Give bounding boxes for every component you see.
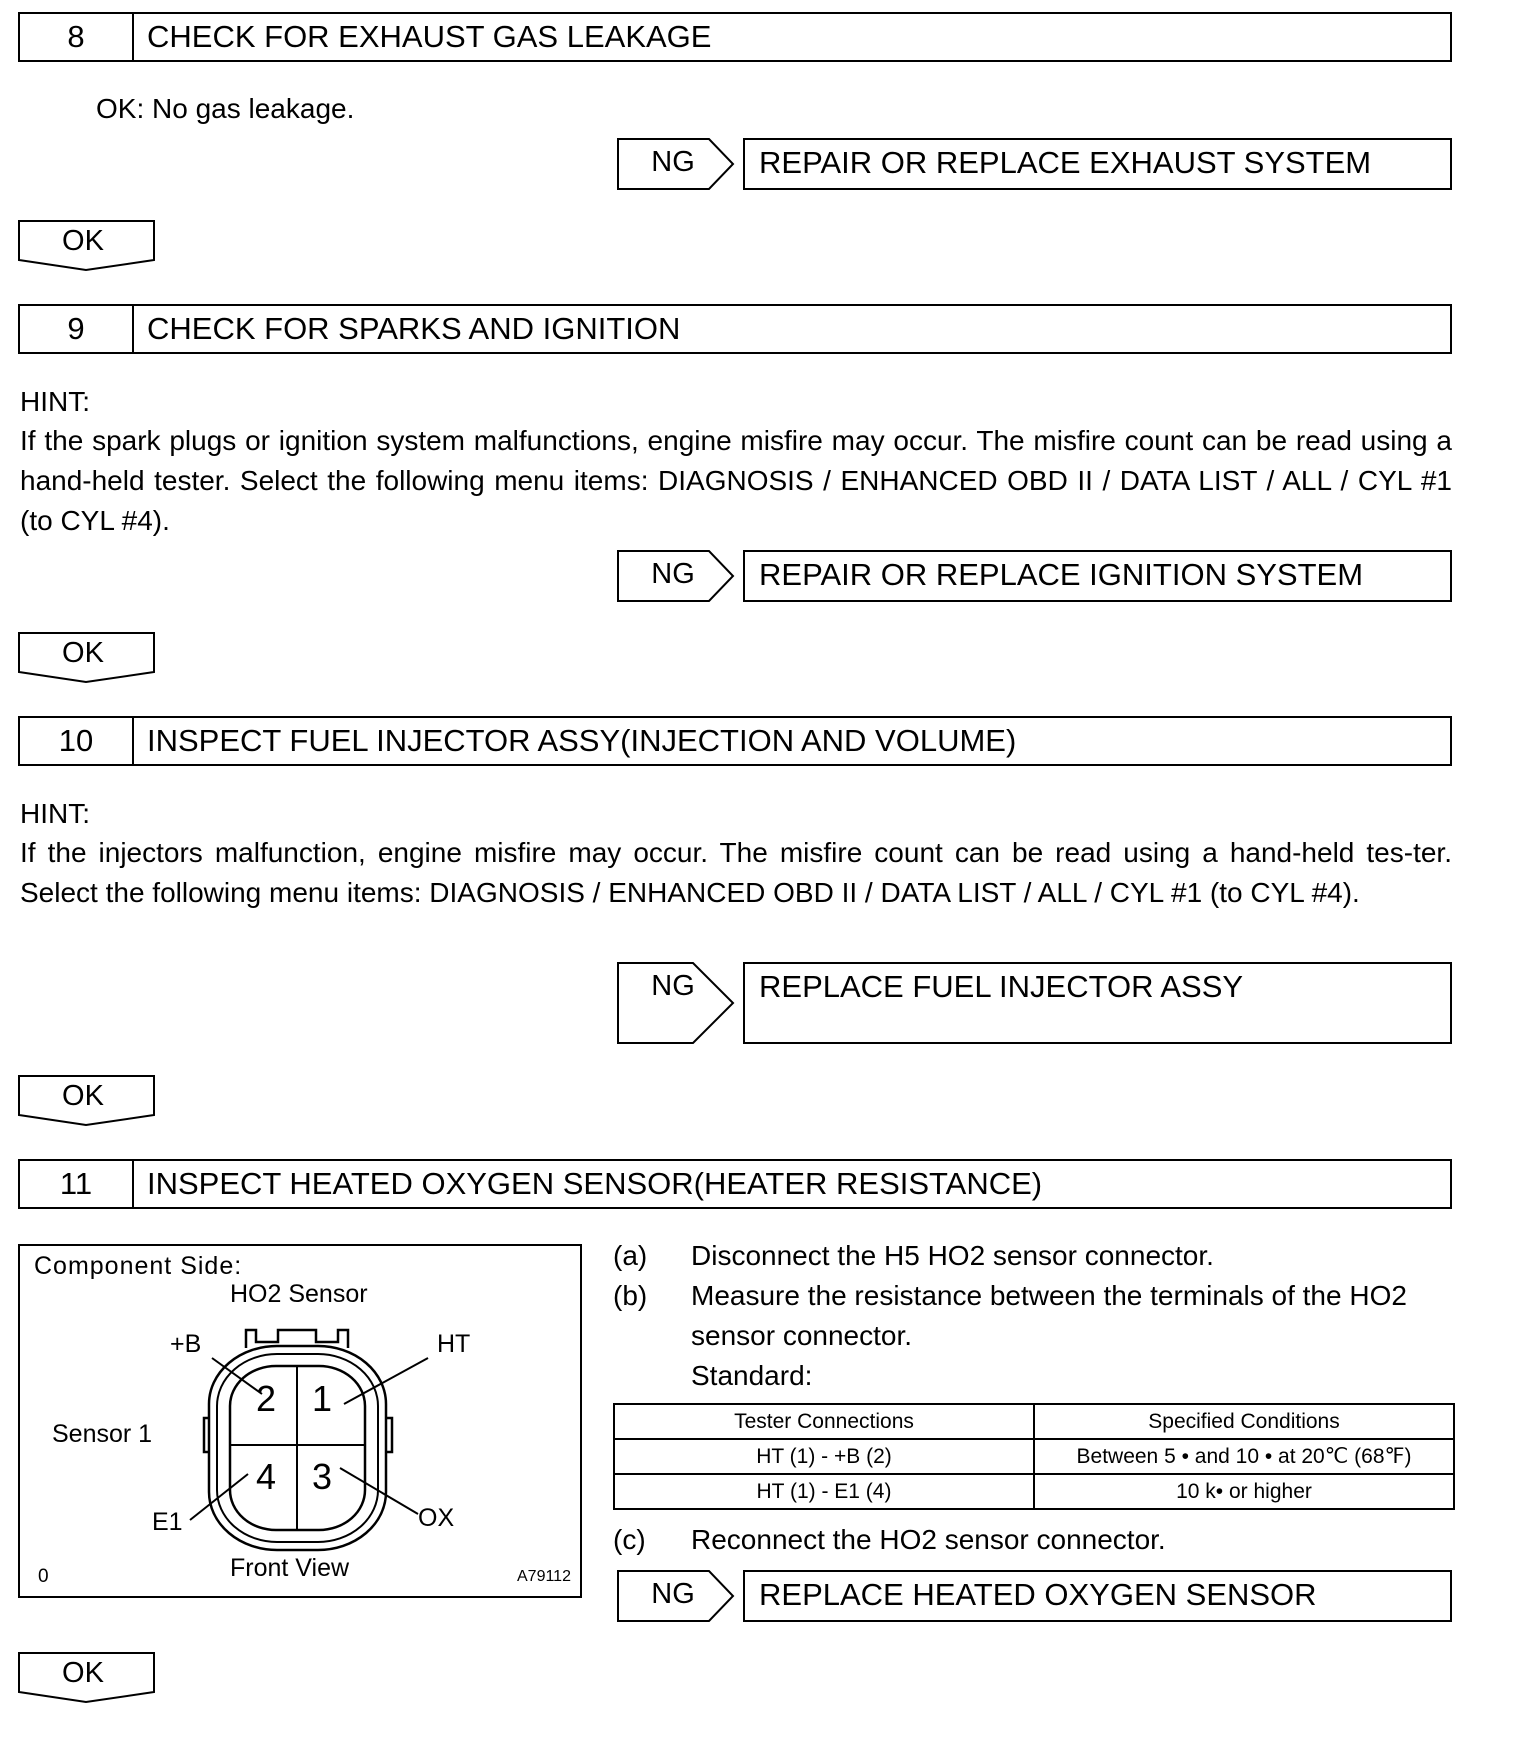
ok-condition: OK: No gas leakage.: [96, 93, 355, 124]
step-header-8: [18, 12, 1452, 62]
ng-arrow: [617, 550, 735, 602]
terminal-e1-label: E1: [152, 1508, 183, 1536]
ok-arrow: [18, 632, 156, 682]
ok-label: OK: [62, 1657, 104, 1689]
step-number: 11: [20, 1161, 134, 1207]
table-cell: HT (1) - +B (2): [614, 1439, 1034, 1474]
ng-label: NG: [651, 970, 695, 1002]
hint-text: If the injectors malfunction, engine misfire may occur. The misfire count can be read using a hand-held tes-ter. Select the following menu items: DIAGNOSIS / ENHANCED OBD II / DATA LIST / ALL / CYL #1 (to CYL #4).: [20, 837, 1452, 908]
table-cell: Between 5 • and 10 • at 20℃ (68℉): [1034, 1439, 1454, 1474]
ng-arrow: [617, 138, 735, 190]
ok-label: OK: [62, 1080, 104, 1112]
pin-2: 2: [256, 1378, 277, 1419]
ng-arrow: [617, 962, 735, 1044]
corner-mark: 0: [38, 1566, 49, 1587]
step-header-10: [18, 716, 1452, 766]
ng-label: NG: [651, 558, 695, 590]
standard-label: Standard:: [691, 1360, 813, 1391]
spec-table: [613, 1403, 1455, 1510]
component-side-label: Component Side:: [34, 1252, 243, 1280]
table-header-row: [614, 1404, 1454, 1439]
terminal-ox-label: OX: [418, 1504, 455, 1532]
step-number: 8: [20, 14, 134, 60]
terminal-plus-b-label: +B: [170, 1330, 202, 1358]
ng-label: NG: [651, 146, 695, 178]
pin-1: 1: [312, 1378, 333, 1419]
ng-label: NG: [651, 1578, 695, 1610]
table-cell: 10 k• or higher: [1034, 1474, 1454, 1509]
pin-4: 4: [256, 1456, 277, 1497]
ok-arrow: [18, 1652, 156, 1702]
instruction-text: Disconnect the H5 HO2 sensor connector.: [691, 1240, 1214, 1271]
table-row: [614, 1439, 1454, 1474]
front-view-label: Front View: [230, 1554, 350, 1582]
step-title: INSPECT HEATED OXYGEN SENSOR(HEATER RESISTANCE): [147, 1166, 1043, 1201]
step-title: CHECK FOR EXHAUST GAS LEAKAGE: [147, 19, 712, 54]
step-number: 9: [20, 306, 134, 352]
pin-3: 3: [312, 1456, 333, 1497]
step-number: 10: [20, 718, 134, 764]
hint-label: HINT:: [20, 386, 90, 417]
instruction-text: sensor connector.: [691, 1320, 913, 1351]
table-header: Specified Conditions: [1034, 1404, 1454, 1439]
ng-action-box: REPAIR OR REPLACE EXHAUST SYSTEM: [743, 138, 1452, 190]
sensor-position-label: Sensor 1: [52, 1420, 153, 1448]
hint-label: HINT:: [20, 798, 90, 829]
terminal-ht-label: HT: [437, 1330, 471, 1358]
ok-arrow: [18, 1075, 156, 1125]
step-title: CHECK FOR SPARKS AND IGNITION: [147, 311, 681, 346]
ng-action-box: REPLACE HEATED OXYGEN SENSOR: [743, 1570, 1452, 1622]
ng-action-box: REPLACE FUEL INJECTOR ASSY: [743, 962, 1452, 1044]
hint-text: If the spark plugs or ignition system malfunctions, engine misfire may occur. The misfire count can be read using a hand-held tester. Select the following menu items: DIAGNOSIS / ENHANCED OBD II / DATA LIST / ALL / CYL #1 (to CYL #4).: [20, 425, 1452, 536]
step-letter: (b): [613, 1280, 648, 1311]
instruction-text: Measure the resistance between the terminals of the HO2: [691, 1280, 1407, 1311]
step-header-9: [18, 304, 1452, 354]
ng-arrow: [617, 1570, 735, 1622]
instruction-text: Reconnect the HO2 sensor connector.: [691, 1524, 1166, 1555]
connector-drawing: [20, 1246, 580, 1596]
table-cell: HT (1) - E1 (4): [614, 1474, 1034, 1509]
step-letter: (a): [613, 1240, 648, 1271]
step-header-11: [18, 1159, 1452, 1209]
figure-id: A79112: [517, 1568, 571, 1585]
step-letter: (c): [613, 1524, 646, 1555]
ok-label: OK: [62, 225, 104, 257]
sensor-name-label: HO2 Sensor: [230, 1280, 368, 1308]
ok-label: OK: [62, 637, 104, 669]
connector-diagram: [18, 1244, 582, 1598]
step-title: INSPECT FUEL INJECTOR ASSY(INJECTION AND VOLUME): [147, 723, 1017, 758]
table-header: Tester Connections: [614, 1404, 1034, 1439]
ng-action-box: REPAIR OR REPLACE IGNITION SYSTEM: [743, 550, 1452, 602]
table-row: [614, 1474, 1454, 1509]
ok-arrow: [18, 220, 156, 270]
